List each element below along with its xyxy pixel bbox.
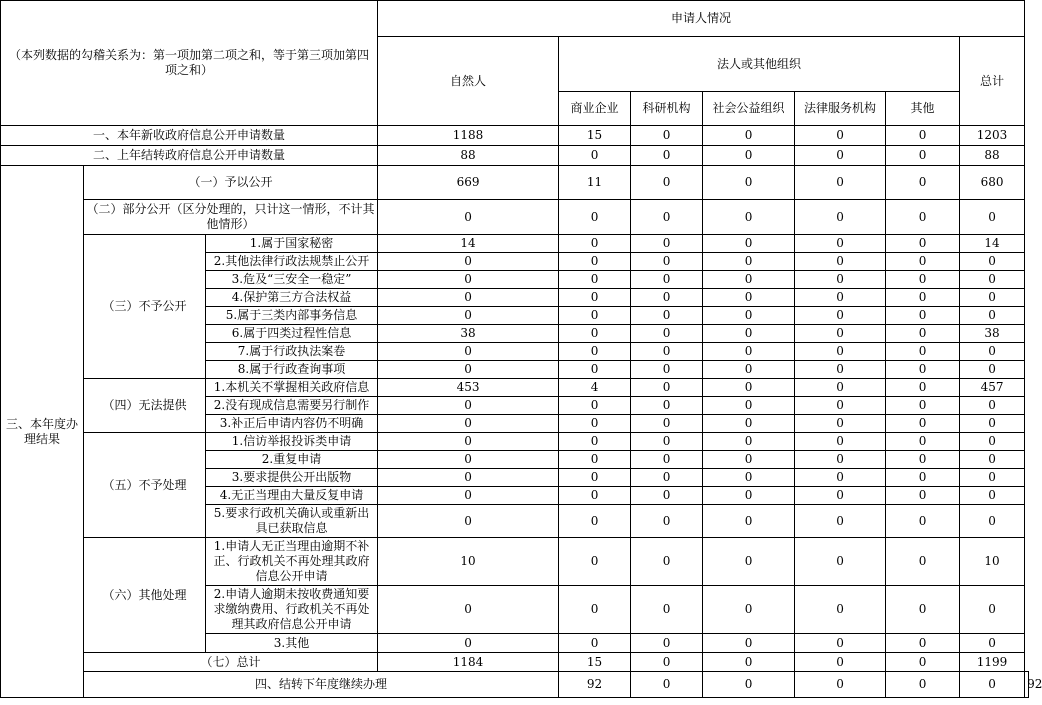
cell-total: 88	[960, 146, 1025, 166]
cell-public-welfare: 0	[703, 146, 795, 166]
cell-research: 0	[631, 235, 703, 253]
cell-natural-person: 0	[378, 253, 559, 271]
cell-public-welfare: 0	[703, 415, 795, 433]
cell-natural-person: 0	[378, 271, 559, 289]
header-sub-commercial: 商业企业	[559, 92, 631, 126]
item-label: 1.属于国家秘密	[206, 235, 378, 253]
cell-research: 0	[631, 451, 703, 469]
cell-commercial: 11	[559, 166, 631, 200]
cell-legal-service: 0	[795, 200, 886, 235]
group-label: （六）其他处理	[84, 538, 206, 653]
cell-commercial: 0	[559, 253, 631, 271]
section3-label: 三、本年度办理结果	[1, 166, 84, 698]
cell-total: 10	[960, 538, 1025, 586]
cell-other: 0	[886, 361, 960, 379]
cell-legal-service: 0	[795, 235, 886, 253]
cell-commercial: 15	[559, 653, 631, 672]
cell-legal-service: 0	[795, 146, 886, 166]
cell-research: 0	[631, 538, 703, 586]
cell-total: 0	[960, 200, 1025, 235]
cell-commercial: 0	[559, 343, 631, 361]
cell-commercial: 0	[559, 200, 631, 235]
cell-public-welfare: 0	[703, 343, 795, 361]
cell-research: 0	[631, 653, 703, 672]
cell-natural-person: 1188	[378, 126, 559, 146]
header-sub-other: 其他	[886, 92, 960, 126]
cell-natural-person: 0	[378, 586, 559, 634]
cell-public-welfare: 0	[703, 325, 795, 343]
cell-total: 0	[960, 361, 1025, 379]
cell-natural-person: 0	[378, 200, 559, 235]
item-label: 7.属于行政执法案卷	[206, 343, 378, 361]
cell-other: 0	[886, 469, 960, 487]
cell-research: 0	[631, 325, 703, 343]
table-row	[1, 166, 1029, 200]
header-sub-legal-service: 法律服务机构	[795, 92, 886, 126]
cell-public-welfare: 0	[703, 253, 795, 271]
cell-legal-service: 0	[795, 271, 886, 289]
cell-public-welfare: 0	[703, 379, 795, 397]
cell-natural-person: 1184	[378, 653, 559, 672]
item-label: 2.申请人逾期未按收费通知要求缴纳费用、行政机关不再处理其政府信息公开申请	[206, 586, 378, 634]
cell-public-welfare: 0	[703, 200, 795, 235]
cell-commercial: 0	[559, 307, 631, 325]
cell-research: 0	[631, 487, 703, 505]
cell-commercial: 0	[559, 235, 631, 253]
cell-research: 0	[703, 672, 795, 698]
cell-natural-person: 38	[378, 325, 559, 343]
cell-natural-person: 0	[378, 469, 559, 487]
cell-natural-person: 0	[378, 433, 559, 451]
cell-total: 0	[960, 289, 1025, 307]
cell-legal-service: 0	[795, 397, 886, 415]
cell-natural-person: 0	[378, 289, 559, 307]
cell-legal-service: 0	[795, 126, 886, 146]
cell-legal-service: 0	[795, 379, 886, 397]
cell-total: 0	[960, 253, 1025, 271]
cell-research: 0	[631, 253, 703, 271]
cell-natural-person: 0	[378, 343, 559, 361]
cell-research: 0	[631, 433, 703, 451]
cell-natural-person: 88	[378, 146, 559, 166]
cell-natural-person: 92	[559, 672, 631, 698]
cell-research: 0	[631, 146, 703, 166]
table-row	[1, 235, 1029, 253]
cell-commercial: 0	[559, 397, 631, 415]
cell-natural-person: 14	[378, 235, 559, 253]
cell-other: 0	[886, 289, 960, 307]
cell-research: 0	[631, 271, 703, 289]
cell-legal-service: 0	[795, 166, 886, 200]
cell-other: 0	[960, 672, 1025, 698]
cell-commercial: 0	[559, 634, 631, 653]
cell-other: 0	[886, 415, 960, 433]
cell-legal-service: 0	[795, 433, 886, 451]
cell-research: 0	[631, 361, 703, 379]
cell-commercial: 0	[559, 487, 631, 505]
row-label: 二、上年结转政府信息公开申请数量	[1, 146, 378, 166]
item-label: 3.要求提供公开出版物	[206, 469, 378, 487]
table-row	[1, 146, 1029, 166]
cell-commercial: 4	[559, 379, 631, 397]
cell-commercial: 0	[559, 451, 631, 469]
cell-other: 0	[886, 307, 960, 325]
group-label: （五）不予处理	[84, 433, 206, 538]
cell-legal-service: 0	[795, 505, 886, 538]
table-row	[1, 672, 1029, 698]
item-label: 2.没有现成信息需要另行制作	[206, 397, 378, 415]
cell-research: 0	[631, 379, 703, 397]
cell-other: 0	[886, 126, 960, 146]
cell-total: 457	[960, 379, 1025, 397]
cell-other: 0	[886, 235, 960, 253]
table-row	[1, 379, 1029, 397]
cell-total: 0	[960, 307, 1025, 325]
cell-legal-service: 0	[886, 672, 960, 698]
header-sub-research: 科研机构	[631, 92, 703, 126]
cell-public-welfare: 0	[795, 672, 886, 698]
table-note: （本列数据的勾稽关系为：第一项加第二项之和，等于第三项加第四项之和）	[1, 1, 378, 126]
cell-other: 0	[886, 397, 960, 415]
row-label: 四、结转下年度继续办理	[84, 672, 559, 698]
item-label: 2.其他法律行政法规禁止公开	[206, 253, 378, 271]
cell-research: 0	[631, 166, 703, 200]
cell-public-welfare: 0	[703, 397, 795, 415]
cell-commercial: 0	[559, 289, 631, 307]
cell-public-welfare: 0	[703, 235, 795, 253]
item-label: 4.无正当理由大量反复申请	[206, 487, 378, 505]
cell-commercial: 0	[559, 361, 631, 379]
header-legal-org: 法人或其他组织	[559, 37, 960, 92]
cell-research: 0	[631, 289, 703, 307]
item-label: 6.属于四类过程性信息	[206, 325, 378, 343]
cell-other: 0	[886, 166, 960, 200]
cell-commercial: 0	[559, 415, 631, 433]
cell-legal-service: 0	[795, 253, 886, 271]
cell-research: 0	[631, 415, 703, 433]
cell-other: 0	[886, 586, 960, 634]
cell-commercial: 15	[559, 126, 631, 146]
cell-public-welfare: 0	[703, 166, 795, 200]
item-label: 4.保护第三方合法权益	[206, 289, 378, 307]
item-label: 1.申请人无正当理由逾期不补正、行政机关不再处理其政府信息公开申请	[206, 538, 378, 586]
cell-other: 0	[886, 451, 960, 469]
cell-legal-service: 0	[795, 586, 886, 634]
cell-total: 1203	[960, 126, 1025, 146]
cell-other: 0	[886, 271, 960, 289]
cell-public-welfare: 0	[703, 451, 795, 469]
cell-other: 0	[886, 146, 960, 166]
table-row	[1, 126, 1029, 146]
cell-legal-service: 0	[795, 469, 886, 487]
cell-research: 0	[631, 586, 703, 634]
cell-legal-service: 0	[795, 415, 886, 433]
cell-natural-person: 0	[378, 505, 559, 538]
cell-legal-service: 0	[795, 451, 886, 469]
cell-commercial: 0	[559, 146, 631, 166]
cell-public-welfare: 0	[703, 634, 795, 653]
cell-commercial: 0	[631, 672, 703, 698]
cell-public-welfare: 0	[703, 653, 795, 672]
cell-other: 0	[886, 634, 960, 653]
cell-commercial: 0	[559, 271, 631, 289]
cell-natural-person: 10	[378, 538, 559, 586]
cell-other: 0	[886, 343, 960, 361]
cell-legal-service: 0	[795, 361, 886, 379]
cell-other: 0	[886, 253, 960, 271]
cell-total: 0	[960, 505, 1025, 538]
cell-public-welfare: 0	[703, 505, 795, 538]
item-label: 3.危及“三安全一稳定”	[206, 271, 378, 289]
cell-commercial: 0	[559, 433, 631, 451]
item-label: 5.属于三类内部事务信息	[206, 307, 378, 325]
cell-public-welfare: 0	[703, 289, 795, 307]
cell-total: 38	[960, 325, 1025, 343]
cell-commercial: 0	[559, 325, 631, 343]
cell-research: 0	[631, 397, 703, 415]
cell-research: 0	[631, 469, 703, 487]
cell-other: 0	[886, 200, 960, 235]
cell-commercial: 0	[559, 505, 631, 538]
cell-legal-service: 0	[795, 487, 886, 505]
cell-research: 0	[631, 343, 703, 361]
item-label: 1.信访举报投诉类申请	[206, 433, 378, 451]
cell-total: 0	[960, 433, 1025, 451]
cell-natural-person: 453	[378, 379, 559, 397]
cell-research: 0	[631, 200, 703, 235]
cell-other: 0	[886, 505, 960, 538]
cell-research: 0	[631, 307, 703, 325]
cell-legal-service: 0	[795, 653, 886, 672]
cell-legal-service: 0	[795, 307, 886, 325]
cell-natural-person: 0	[378, 487, 559, 505]
cell-commercial: 0	[559, 586, 631, 634]
cell-other: 0	[886, 325, 960, 343]
cell-public-welfare: 0	[703, 307, 795, 325]
cell-other: 0	[886, 538, 960, 586]
cell-public-welfare: 0	[703, 586, 795, 634]
cell-total: 0	[960, 487, 1025, 505]
cell-natural-person: 0	[378, 307, 559, 325]
header-applicant-status: 申请人情况	[378, 1, 1025, 37]
cell-natural-person: 0	[378, 451, 559, 469]
cell-total: 0	[960, 451, 1025, 469]
table-row	[1, 653, 1029, 672]
cell-public-welfare: 0	[703, 469, 795, 487]
row-label: （一）予以公开	[84, 166, 378, 200]
row-label: 一、本年新收政府信息公开申请数量	[1, 126, 378, 146]
table-row	[1, 538, 1029, 586]
row-label: （二）部分公开（区分处理的，只计这一情形，不计其他情形）	[84, 200, 378, 235]
item-label: 3.补正后申请内容仍不明确	[206, 415, 378, 433]
cell-total: 0	[960, 271, 1025, 289]
item-label: 8.属于行政查询事项	[206, 361, 378, 379]
cell-other: 0	[886, 487, 960, 505]
cell-total: 0	[960, 469, 1025, 487]
cell-public-welfare: 0	[703, 487, 795, 505]
table-row	[1, 200, 1029, 235]
cell-total: 0	[960, 634, 1025, 653]
cell-research: 0	[631, 126, 703, 146]
cell-commercial: 0	[559, 538, 631, 586]
cell-commercial: 0	[559, 469, 631, 487]
cell-natural-person: 0	[378, 361, 559, 379]
cell-natural-person: 0	[378, 634, 559, 653]
cell-legal-service: 0	[795, 538, 886, 586]
cell-public-welfare: 0	[703, 361, 795, 379]
cell-legal-service: 0	[795, 289, 886, 307]
cell-natural-person: 0	[378, 397, 559, 415]
cell-public-welfare: 0	[703, 271, 795, 289]
cell-research: 0	[631, 634, 703, 653]
cell-public-welfare: 0	[703, 538, 795, 586]
table-row	[1, 433, 1029, 451]
cell-total: 680	[960, 166, 1025, 200]
cell-total: 0	[960, 397, 1025, 415]
cell-total: 0	[960, 415, 1025, 433]
cell-other: 0	[886, 653, 960, 672]
cell-total: 14	[960, 235, 1025, 253]
group-label: （三）不予公开	[84, 235, 206, 379]
item-label: 5.要求行政机关确认或重新出具已获取信息	[206, 505, 378, 538]
cell-research: 0	[631, 505, 703, 538]
cell-natural-person: 669	[378, 166, 559, 200]
item-label: 1.本机关不掌握相关政府信息	[206, 379, 378, 397]
cell-public-welfare: 0	[703, 433, 795, 451]
header-total: 总计	[960, 37, 1025, 126]
cell-legal-service: 0	[795, 634, 886, 653]
header-natural-person: 自然人	[378, 37, 559, 126]
cell-total: 1199	[960, 653, 1025, 672]
cell-legal-service: 0	[795, 325, 886, 343]
cell-legal-service: 0	[795, 343, 886, 361]
item-label: 2.重复申请	[206, 451, 378, 469]
cell-total: 0	[960, 586, 1025, 634]
cell-other: 0	[886, 433, 960, 451]
cell-other: 0	[886, 379, 960, 397]
row-label: （七）总计	[84, 653, 378, 672]
cell-total: 0	[960, 343, 1025, 361]
cell-total: 92	[1025, 672, 1029, 698]
cell-public-welfare: 0	[703, 126, 795, 146]
header-sub-public-welfare: 社会公益组织	[703, 92, 795, 126]
item-label: 3.其他	[206, 634, 378, 653]
group-label: （四）无法提供	[84, 379, 206, 433]
cell-natural-person: 0	[378, 415, 559, 433]
